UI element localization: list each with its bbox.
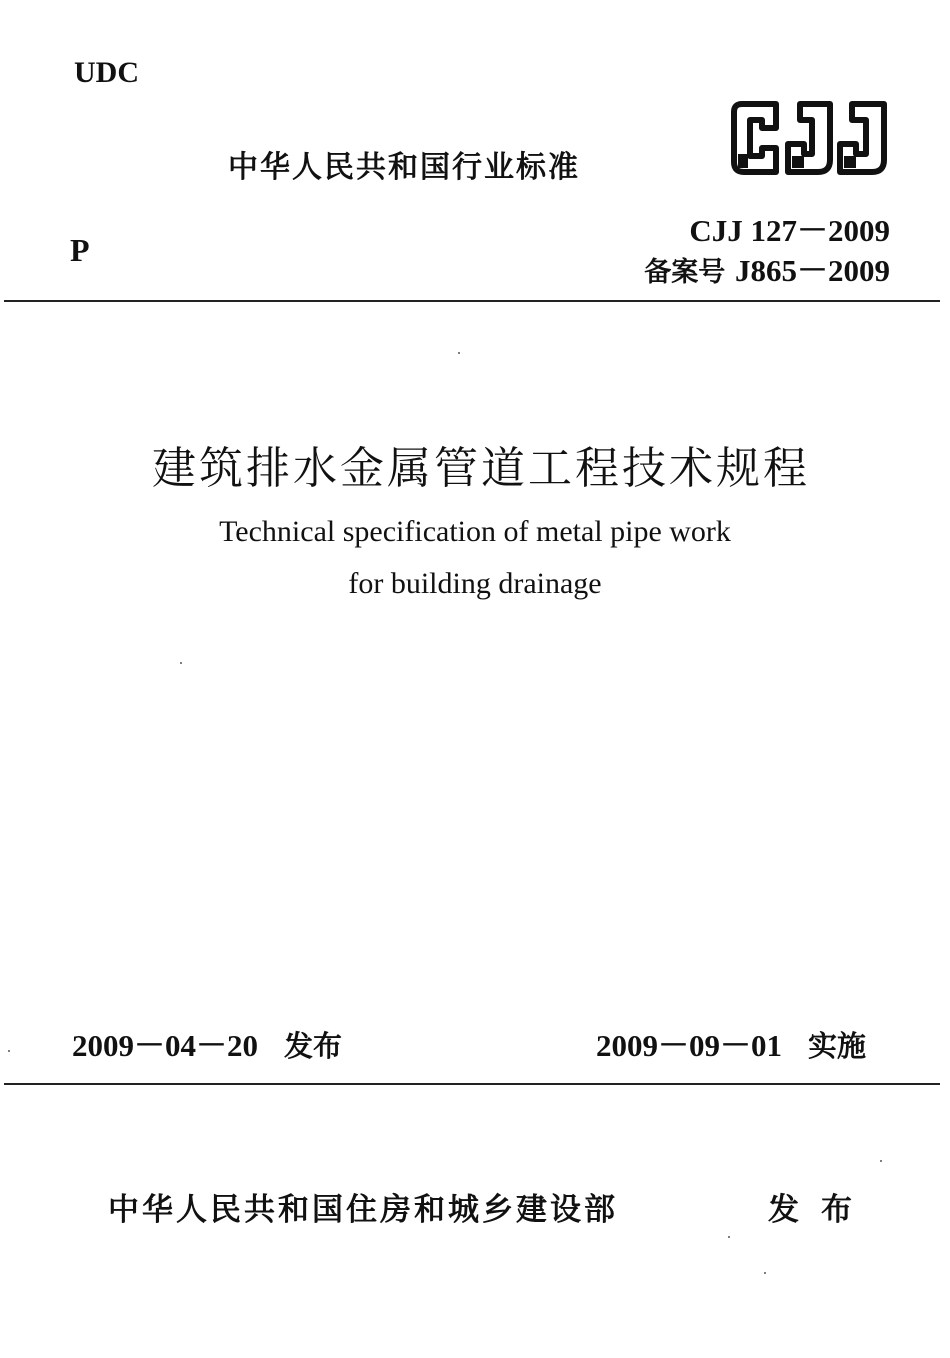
issuer-action: 发布 [768, 1192, 874, 1228]
english-title [0, 506, 950, 610]
english-title-line-1: Technical specification of metal pipe work [219, 515, 731, 548]
classification-letter: P [70, 232, 90, 268]
scan-speck [728, 1236, 730, 1238]
scan-speck [458, 352, 460, 354]
standard-code: CJJ 127－2009 [689, 213, 890, 248]
issue-date-block [72, 1020, 342, 1065]
record-label: 备案号 [644, 257, 726, 288]
cjj-logo [728, 94, 894, 180]
issue-label: 发布 [284, 1029, 343, 1063]
record-number: J865－2009 [735, 253, 890, 288]
issue-date: 2009－04－20 [72, 1028, 258, 1063]
scan-speck [8, 1050, 10, 1052]
scan-speck [180, 662, 182, 664]
scan-speck [880, 1160, 882, 1162]
implement-date-block [596, 1020, 866, 1065]
implement-date: 2009－09－01 [596, 1028, 782, 1063]
chinese-title: 建筑排水金属管道工程技术规程 [152, 443, 810, 494]
record-number-line [644, 252, 890, 292]
scan-speck [764, 1272, 766, 1274]
english-title-line-2: for building drainage [348, 567, 602, 600]
implement-label: 实施 [808, 1029, 867, 1063]
udc-label: UDC [74, 56, 139, 89]
footer-divider [4, 1083, 940, 1085]
header-divider [4, 300, 940, 302]
standard-category: 中华人民共和国行业标准 [228, 150, 580, 185]
issuer-name: 中华人民共和国住房和城乡建设部 [108, 1192, 618, 1228]
